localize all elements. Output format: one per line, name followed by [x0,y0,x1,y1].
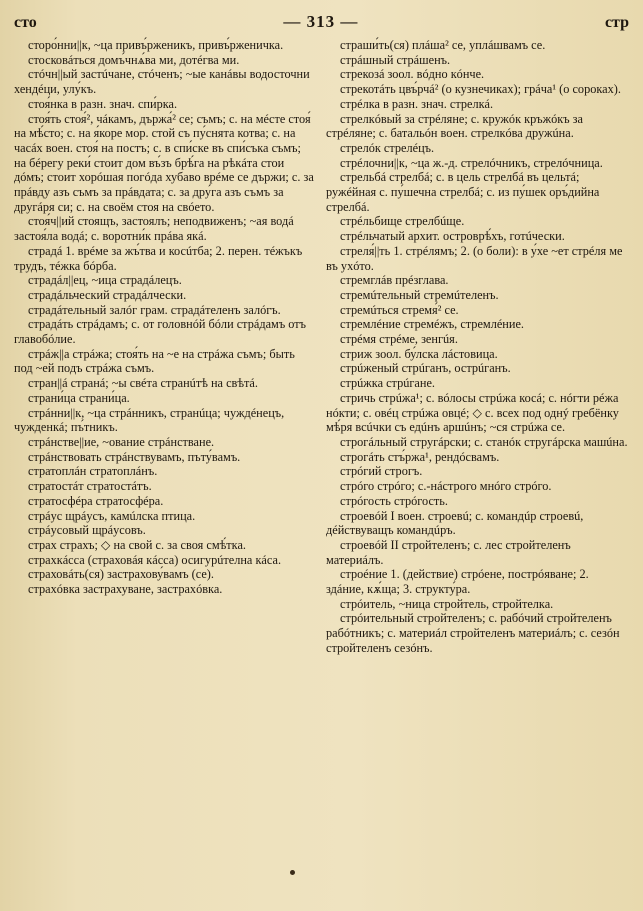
left-column [14,38,316,656]
header-right-guideword: стр [604,14,629,31]
dictionary-entry: страни́ца страни́ца. [28,390,130,405]
dictionary-entry: стрúжка стрúгане. [340,376,435,391]
dictionary-entry: стремúться стремя́² се. [340,302,459,317]
dictionary-entry: стратостáт стратостáтъ. [28,479,152,494]
dictionary-entry: стрóгость стрóгость. [340,493,448,508]
dictionary-entry: стрéльчатый архит. островрѣ́хъ, готúчески. [340,229,565,244]
dictionary-entry: страдáтельный залóг грам. страдáтеленъ залóгъ. [28,302,281,317]
dictionary-entry: стрóительный стройтеленъ; с. рабóчий стройтеленъ рабóтникъ; с. материáл стройтеленъ материáлъ; с. сезóн стройтеленъ сезóнъ. [326,611,620,655]
dictionary-entry: стриж зоол. бу́лска лáстовица. [340,346,498,361]
page-number: — 313 — [283,12,359,31]
header-left-guideword: сто [14,14,37,31]
dictionary-entry: стрúженый стрúганъ, острúганъ. [340,361,511,376]
dictionary-entry: стрáусовый щрáусовъ. [28,523,146,538]
dictionary-entry: строгáть стъ́ржа¹, рендóсвамъ. [340,449,500,464]
dictionary-entry: страховáть(ся) застрахову́вамъ (се). [28,567,214,582]
dictionary-entry: сторо́нни||к, ~ца привъ́рженикъ, привъ́рженичка. [28,38,284,52]
dictionary-entry: стрельбá стрелбá; с. в цель стрелбá въ цельтá; ружéйная с. пу́шечна стрелбá; с. из пу́шек оръ́дийна стрелбá. [326,170,600,214]
dictionary-entry: стремлéние стремéжъ, стремлéние. [340,317,524,332]
dictionary-entry: стрáнстве||ие, ~ование стрáнстване. [28,434,215,449]
dictionary-entry: стрелкóвый за стрéляне; с. кружóк кръжóкъ за стрéляне; с. батальóн воен. стрелкóва дружúна. [326,111,583,141]
dictionary-entry: страх страхъ; ◇ на свой с. за своя смѣ́тка. [28,537,246,552]
dictionary-entry: стрáнни||к, ~ца стрáнникъ, странúца; чуждéнецъ, чужденкá; пъ́тникъ. [14,405,285,435]
dictionary-entry: страдá 1. врéме за жъ́тва и косúтба; 2. перен. тéжъкъ трудъ, тéжка бóрба. [14,243,303,273]
dictionary-entry: страши́ть(ся) плáша² се, уплáшвамъ се. [340,38,546,52]
dictionary-entry: стрóитель, ~ница стройтель, стройтелка. [340,596,554,611]
dictionary-entry: стрекотáть цвъ́рчá² (о кузнечиках); грáча¹ (о сороках). [340,82,621,97]
page-header [14,12,629,38]
right-column [326,38,628,656]
dictionary-entry: стрéльбище стрелбúще. [340,214,465,229]
dictionary-entry: стричь стрúжа¹; с. вóлосы стрúжа косá; с. нóгти рéжа нóкти; с. овéц стрúжа овцé; ◇ с. всех под однý гребёнку мѣ́ря всúчки съ едúнъ аршúнъ; ~ся стрúжа се. [326,390,619,435]
dictionary-entry: стрóгий строгъ. [340,464,423,479]
dictionary-entry: стрелóк стрелéцъ. [340,140,435,155]
dictionary-entry: строевóй I воен. строевú; с. командúр строевú, дéйствуващъ командúръ. [326,508,584,538]
dictionary-entry: стрóго стрóго; с.-нáстрого мнóго стрóго. [340,479,552,494]
dictionary-entry: стоя́ть стоя́², чáкамъ, държа́² се; съмъ; с. на мéсте стоя́ на мѣ́сто; с. на я́коре мор. стой съ пу́снята котва; с. на часáх воен. стоя́ на постъ; с. в спи́ске въ спи́съка съмъ; на бéрегу реки́ стоит дом въ́зъ брѣ́га на рѣкáта стои дóмъ; стоит хорóшая погóда хубаво врéме се държи; с. за прáвду азъ съмъ за прáвдата; с. за дру́га азъ съмъ за другáря си; с. на своём стоя на свóето. [14,111,314,214]
dictionary-entry: страдáльческий страдáлчески. [28,287,187,302]
dictionary-entry: стóчн||ый застúчане, стóченъ; ~ые канáвы водосточни хендéци, улу́къ. [14,67,310,97]
dictionary-entry: стратосфéра стратосфéра. [28,493,164,508]
dictionary-entry: стрáж||а стрáжа; стоя́ть на ~е на стрáжа съмъ; быть под ~ей подъ стрáжа съмъ. [14,346,295,376]
dictionary-entry: стреля́||ть 1. стрéлямъ; 2. (о боли): в у́хе ~ет стрéля ме въ ухóто. [326,243,623,273]
dictionary-entry: стратоплáн стратоплáнъ. [28,464,158,479]
dictionary-entry: строгáльный стругáрски; с. станóк стругáрска машúна. [340,434,628,449]
dictionary-entry: страдáть стрáдамъ; с. от головнóй бóли стрáдамъ отъ главобóлие. [14,317,306,347]
dictionary-entry: стремглáв прéзглава. [340,273,449,288]
dictionary-entry: строевóй II стройтеленъ; с. лес стройтеленъ материáлъ. [326,537,571,567]
print-speck [290,870,295,875]
dictionary-entry: стремúтельный стремúтеленъ. [340,287,499,302]
dictionary-entry: стрéлка в разн. знач. стрелкá. [340,96,494,111]
dictionary-entry: стоя́ч||ий стоящъ, застоялъ; неподвиженъ; ~ая водá застоя́ла водá; с. воротни́к прáва якá. [14,214,294,244]
dictionary-entry: стрéмя стрéме, зенгúя. [340,332,458,347]
dictionary-entry: страхкáсса (страховáя кáсса) осигурúтелна кáса. [28,552,282,567]
dictionary-entry: стрáус щрáусъ, камúлска птица. [28,508,196,523]
dictionary-entry: страдáл||ец, ~ица страдáлецъ. [28,273,182,288]
dictionary-entry: страхóвка застрахуване, застрахóвка. [28,582,223,597]
dictionary-entry: стран||á странá; ~ы свéта странúтѣ на свѣтá. [28,376,258,391]
dictionary-entry: стосковáться домъ́чнѧ́ва ми, дотéгва ми. [28,52,240,67]
dictionary-entry: стрáшный стрáшенъ. [340,52,451,67]
dictionary-entry: стрекозá зоол. вóдно кóнче. [340,67,485,82]
dictionary-entry: стрéлочни||к, ~ца ж.-д. стрелóчникъ, стрелóчница. [340,155,603,170]
dictionary-entry: стоя́нка в разн. знач. спи́рка. [28,96,178,111]
columns [14,38,629,656]
dictionary-entry: строéние 1. (действие) стрóене, пострóяване; 2. здáние, кѫ́ща; 3. структу́ра. [326,567,589,597]
dictionary-entry: стрáнствовать стрáнствувамъ, пъту́вамъ. [28,449,241,464]
